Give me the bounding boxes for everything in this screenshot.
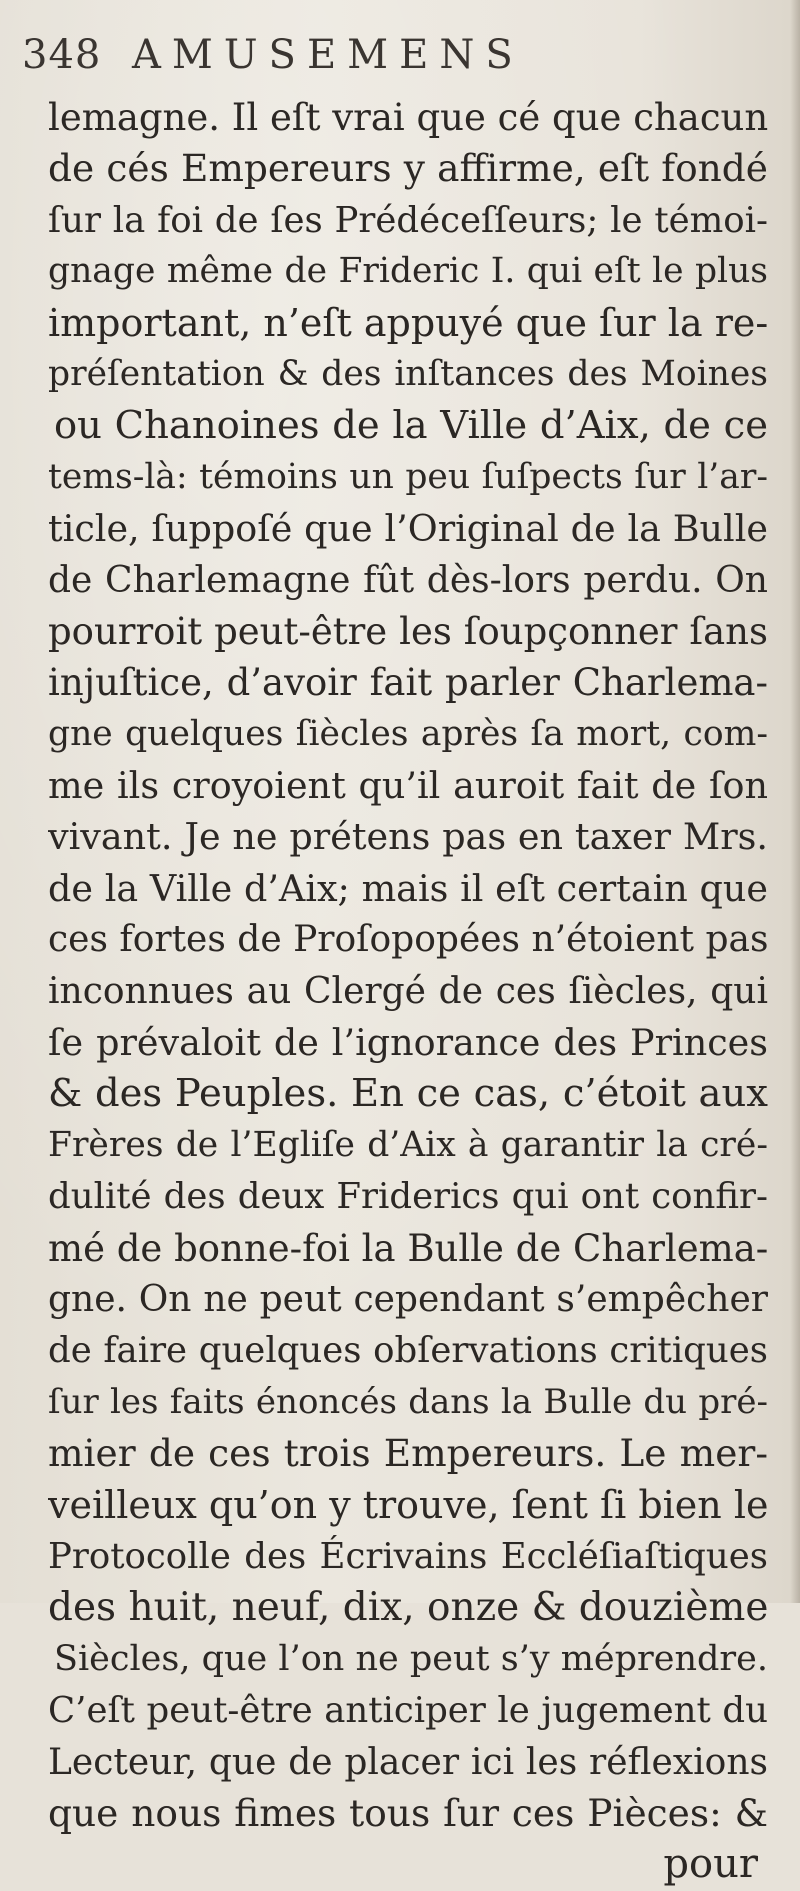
text-line: Lecteur, que de placer ici les réflexions [48,1741,768,1783]
running-title: AMUSEMENS [132,32,524,78]
text-line: de faire quelques obſervations critiques [48,1330,768,1372]
page-edge-shadow [790,0,800,1603]
catchword: pour [663,1841,758,1888]
text-line: ticle, ſuppoſé que l’Original de la Bulle [48,507,768,551]
text-line: de Charlemagne fût dès-lors perdu. On [48,559,768,601]
text-line: de la Ville d’Aix; mais il eſt certain que [48,866,768,910]
text-line: ou Chanoines de la Ville d’Aix, de ce [54,403,768,449]
text-line: important, n’eſt appuyé que ſur la re- [48,300,768,345]
text-line: de cés Empereurs y affirme, eſt fondé [48,146,768,191]
text-line: C’eſt peut-être anticiper le jugement du [48,1690,768,1732]
text-line: ſe prévaloit de l’ignorance des Princes [48,1021,768,1065]
text-line: mé de bonne-foi la Bulle de Charlema- [48,1226,768,1270]
page-header [22,30,762,80]
text-line: pourroit peut-être les ſoupçonner ſans [48,609,768,653]
text-line: gnage même de Frideric I. qui eſt le plus [48,251,768,292]
text-line: ſur les faits énoncés dans la Bulle du pré- [48,1381,768,1422]
text-line: gne. On ne peut cependant s’empêcher [48,1278,768,1320]
text-line: que nous fimes tous ſur ces Pièces: & [48,1790,768,1835]
text-line: ces fortes de Proſopopées n’étoient pas [48,919,768,961]
text-line: vivant. Je ne prétens pas en taxer Mrs. [48,815,768,859]
text-line: gne quelques ſiècles après ſa mort, com- [48,713,768,754]
text-line: mier de ces trois Empereurs. Le mer- [48,1431,768,1476]
text-line: veilleux qu’on y trouve, ſent ſi bien le [48,1482,768,1527]
text-line: tems-là: témoins un peu ſuſpects ſur l’ar- [48,456,768,497]
text-line: dulité des deux Friderics qui ont confir- [48,1176,768,1218]
text-line: ſur la foi de ſes Prédéceſſeurs; le témoi- [48,199,768,241]
text-line: me ils croyoient qu’il auroit fait de ſon [48,764,768,808]
text-line: préſentation & des inſtances des Moines [48,353,768,394]
text-line: injuſtice, d’avoir fait parler Charlema- [48,661,768,705]
text-line: Frères de l’Egliſe d’Aix à garantir la cré- [48,1124,768,1165]
text-line: Protocolle des Écrivains Eccléſiaſtiques [48,1535,768,1577]
page-number: 348 [22,32,102,78]
text-line: Siècles, que l’on ne peut s’y méprendre. [54,1638,768,1679]
text-line: inconnues au Clergé de ces ſiècles, qui [48,970,768,1012]
text-line: lemagne. Il eſt vrai que cé que chacun [48,96,768,139]
body-text [48,92,768,1891]
text-line: & des Peuples. En ce cas, c’étoit aux [48,1071,768,1117]
text-line: des huit, neuf, dix, onze & douzième [48,1585,768,1631]
